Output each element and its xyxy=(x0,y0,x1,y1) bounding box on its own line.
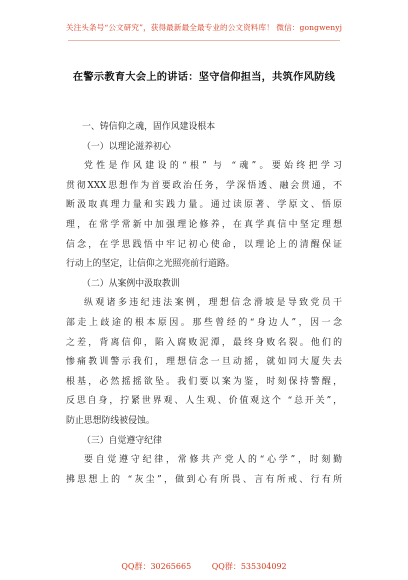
body-line: 之差，背离信仰，陷入腐败泥潭，最终身败名裂。他们的 xyxy=(66,337,342,348)
body-line: 断汲取真理力量和实践力量。通过读原著、学原文、悟原 xyxy=(66,200,342,211)
body-line: 防止思想防线被侵蚀。 xyxy=(66,415,155,426)
body-line: 根基，必然摇摇欲坠。我们要以案为鉴，时刻保持警醒， xyxy=(66,376,342,387)
body-line: 理，在常学常新中加强理论修养，在真学真信中坚定理想 xyxy=(66,219,342,230)
body-line: 一、铸信仰之魂，固作风建设根本 xyxy=(82,122,216,132)
body-line: 党性是作风建设的“根” 与 “魂”。要始终把学习 xyxy=(84,161,342,172)
body-line: 贯彻XXX思想作为首要政治任务，学深悟透、融会贯通，不 xyxy=(66,180,342,191)
body-line: 惨痛教训警示我们，理想信念一旦动摇，就如同大厦失去 xyxy=(66,357,342,368)
body-line: （三）自觉遵守纪律 xyxy=(82,435,162,446)
body-line: 反思自身，拧紧世界观、人生观、价值观这个 “总开关”， xyxy=(66,396,342,407)
document-body xyxy=(66,118,342,490)
body-line: （二）从案例中汲取教训 xyxy=(82,278,180,289)
header-banner: 关注头条号“公文研究”，获得最新最全最专业的公文资料库！ 微信：gongwenyj xyxy=(65,23,343,32)
body-line: 行动上的坚定，让信仰之光照亮前行道路。 xyxy=(66,259,235,270)
body-line: 部走上歧途的根本原因。那些曾经的“身边人”，因一念 xyxy=(66,317,342,328)
footer-qq-groups xyxy=(0,561,408,572)
footer-qq-group-1: QQ群：30265665 xyxy=(121,562,192,571)
footer-qq-group-2: QQ群：535304092 xyxy=(211,562,287,571)
body-line: 纵观诸多违纪违法案例，理想信念滑坡是导致党员干 xyxy=(84,298,342,309)
body-line: 拂思想上的 “灰尘”，做到心有所畏、言有所戒、行有所 xyxy=(66,474,342,485)
header-divider xyxy=(68,40,340,41)
body-line: 信念，在学思践悟中牢记初心使命，以理论上的清醒保证 xyxy=(66,239,342,250)
document-title: 在警示教育大会上的讲话：坚守信仰担当，共筑作风防线 xyxy=(72,71,336,83)
body-line: （一）以理论滋养初心 xyxy=(82,141,171,152)
body-line: 要自觉遵守纪律，常修共产党人的“心学”，时刻勤 xyxy=(84,455,342,466)
